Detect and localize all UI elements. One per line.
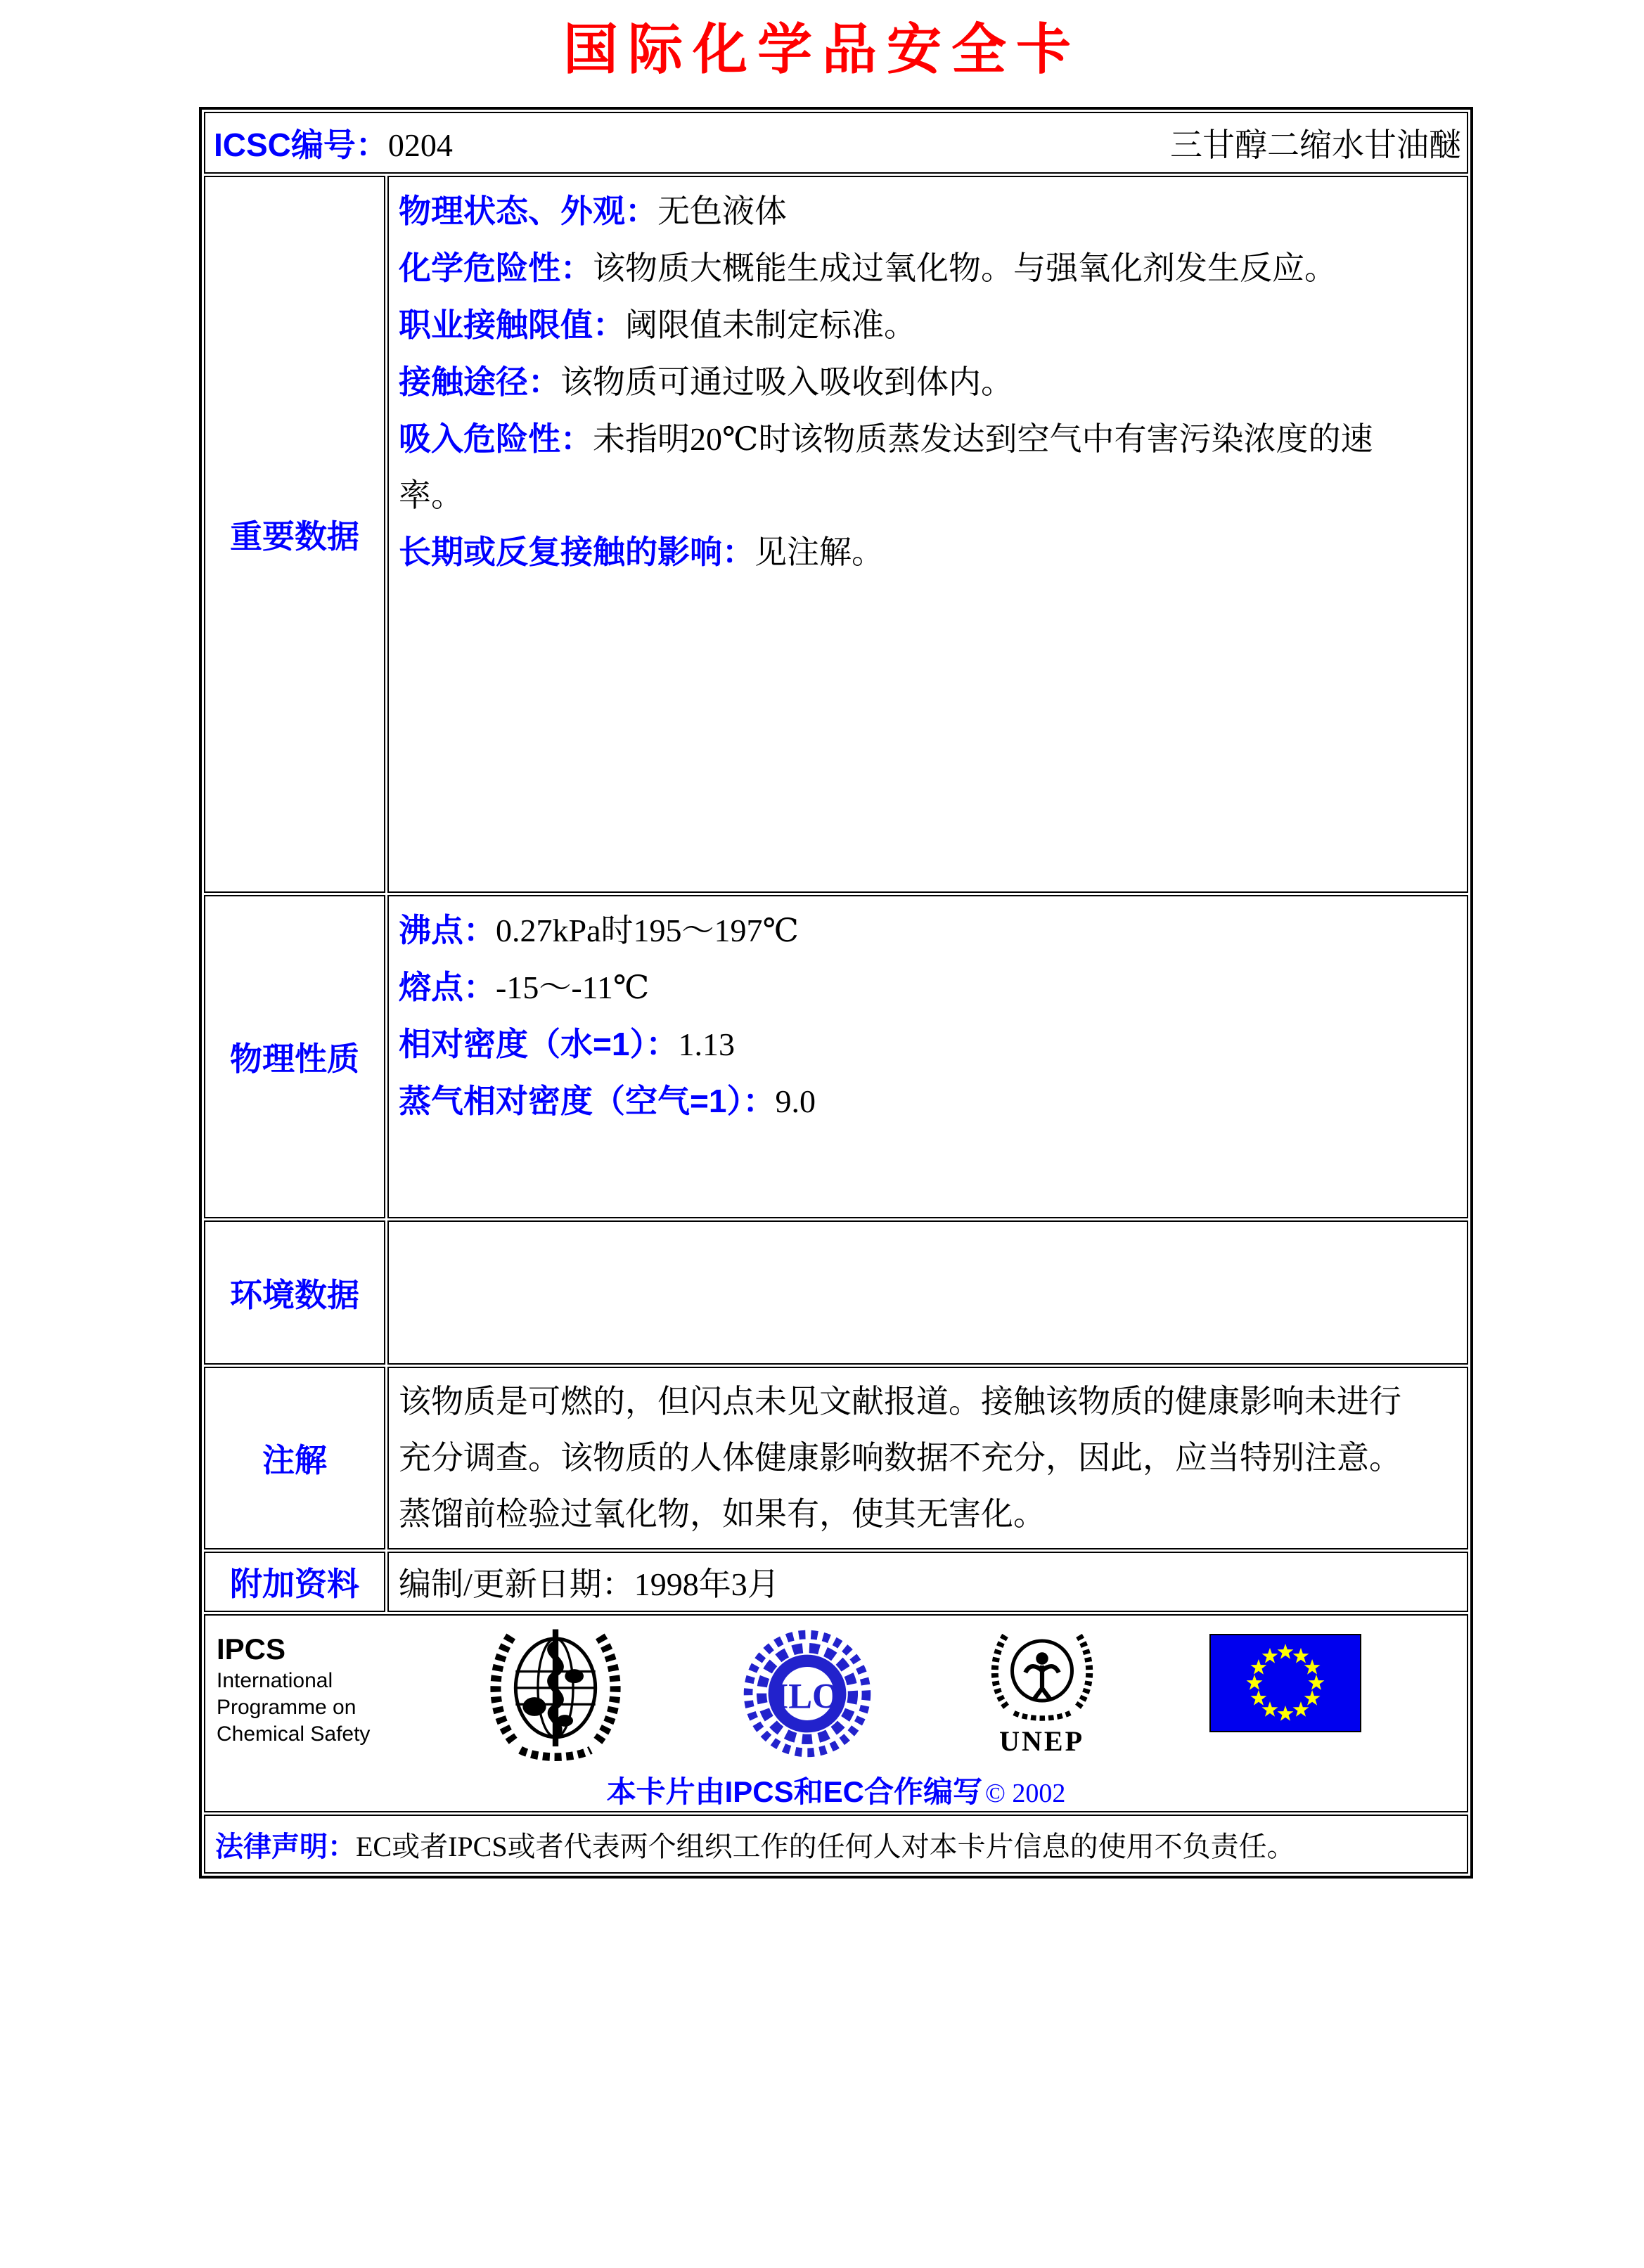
field-label: 职业接触限值： (399, 307, 625, 343)
field-row (399, 524, 1418, 581)
icsc-number (214, 120, 453, 166)
field-label: 蒸气相对密度（空气=1）： (399, 1083, 776, 1119)
credit-line (205, 1769, 1467, 1811)
field-value: 该物质大概能生成过氧化物。与强氧化剂发生反应。 (593, 250, 1337, 286)
field-value: 见注解。 (754, 534, 884, 570)
field-value: 0.27kPa时195～197℃ (496, 913, 799, 948)
ipcs-acronym: IPCS (217, 1632, 286, 1665)
section-label-important: 重要数据 (230, 518, 359, 555)
field-row (399, 411, 1418, 524)
who-logo-icon (485, 1627, 626, 1762)
unep-logo-block (989, 1627, 1095, 1758)
header-row (204, 112, 1468, 174)
icsc-number-label: ICSC编号： (214, 127, 388, 163)
field-row (399, 297, 1418, 354)
unep-caption: UNEP (999, 1725, 1085, 1757)
field-label: 吸入危险性： (399, 420, 593, 457)
field-row (399, 354, 1418, 411)
field-label: 接触途径： (399, 363, 560, 400)
field-row (399, 959, 1418, 1016)
field-label: 相对密度（水=1）： (399, 1026, 679, 1062)
physical-properties-row (204, 895, 1468, 1218)
environment-data-content (387, 1220, 1468, 1365)
logos-cell (204, 1614, 1468, 1812)
legal-row (204, 1815, 1468, 1874)
notes-content (387, 1367, 1468, 1549)
field-row (399, 902, 1418, 959)
physical-properties-content (387, 895, 1468, 1218)
field-value: 无色液体 (657, 193, 787, 229)
logo-strip (205, 1616, 1467, 1762)
legal-text: EC或者IPCS或者代表两个组织工作的任何人对本卡片信息的使用不负责任。 (356, 1830, 1295, 1862)
field-label: 熔点： (399, 969, 496, 1005)
logos-row (204, 1614, 1468, 1812)
field-row (399, 183, 1418, 240)
section-label-cell-environment (204, 1220, 385, 1365)
field-label: 长期或反复接触的影响： (399, 534, 754, 570)
field-value: 未指明20℃时该物质蒸发达到空气中有害污染浓度的速率。 (399, 421, 1373, 513)
ipcs-line: Chemical Safety (217, 1722, 371, 1746)
section-label-environment: 环境数据 (230, 1276, 359, 1313)
field-value: -15～-11℃ (496, 969, 650, 1005)
field-row (399, 240, 1418, 297)
notes-row (204, 1367, 1468, 1549)
environment-data-row (204, 1220, 1468, 1365)
field-value: 该物质可通过吸入吸收到体内。 (560, 364, 1013, 400)
additional-info-row (204, 1552, 1468, 1612)
icsc-number-value: 0204 (387, 127, 453, 163)
field-value: 1.13 (678, 1026, 735, 1062)
section-label-notes: 注解 (262, 1442, 327, 1478)
header-cell (204, 112, 1468, 174)
important-data-content (387, 176, 1468, 893)
ipcs-line: International (217, 1669, 333, 1692)
ilo-logo-icon (740, 1627, 874, 1760)
section-label-cell-notes (204, 1367, 385, 1549)
safety-card-table (199, 107, 1473, 1879)
section-label-additional: 附加资料 (230, 1566, 359, 1602)
eu-flag-icon (1209, 1634, 1361, 1732)
ilo-letters: ILO (774, 1676, 840, 1716)
additional-info-content (387, 1552, 1468, 1612)
update-date-text: 编制/更新日期：1998年3月 (399, 1566, 780, 1602)
field-value: 9.0 (775, 1083, 816, 1119)
section-label-cell-important (204, 176, 385, 893)
page-title: 国际化学品安全卡 (563, 18, 1081, 80)
section-label-cell-physical (204, 895, 385, 1218)
field-value: 阈限值未制定标准。 (625, 307, 916, 343)
legal-label: 法律声明： (215, 1831, 356, 1862)
legal-cell (204, 1815, 1468, 1874)
ipcs-line: Programme on (217, 1696, 357, 1719)
field-label: 化学危险性： (399, 250, 593, 286)
field-label: 沸点： (399, 912, 496, 948)
important-data-row (204, 176, 1468, 893)
field-row (399, 1073, 1418, 1130)
copyright-text: © 2002 (985, 1779, 1066, 1808)
field-row (399, 1016, 1418, 1073)
ipcs-text-block (217, 1627, 370, 1748)
section-label-cell-additional (204, 1552, 385, 1612)
notes-paragraph: 该物质是可燃的，但闪点未见文献报道。接触该物质的健康影响未进行充分调查。该物质的人体健康影响数据不充分，因此，应当特别注意。蒸馏前检验过氧化物，如果有，使其无害化。 (399, 1384, 1401, 1532)
section-label-physical: 物理性质 (230, 1040, 359, 1077)
unep-logo-icon (989, 1627, 1095, 1725)
credit-text: 本卡片由IPCS和EC合作编写 (606, 1775, 982, 1808)
field-label: 物理状态、外观： (399, 193, 657, 229)
chemical-name: 三甘醇二缩水甘油醚 (1170, 127, 1461, 163)
